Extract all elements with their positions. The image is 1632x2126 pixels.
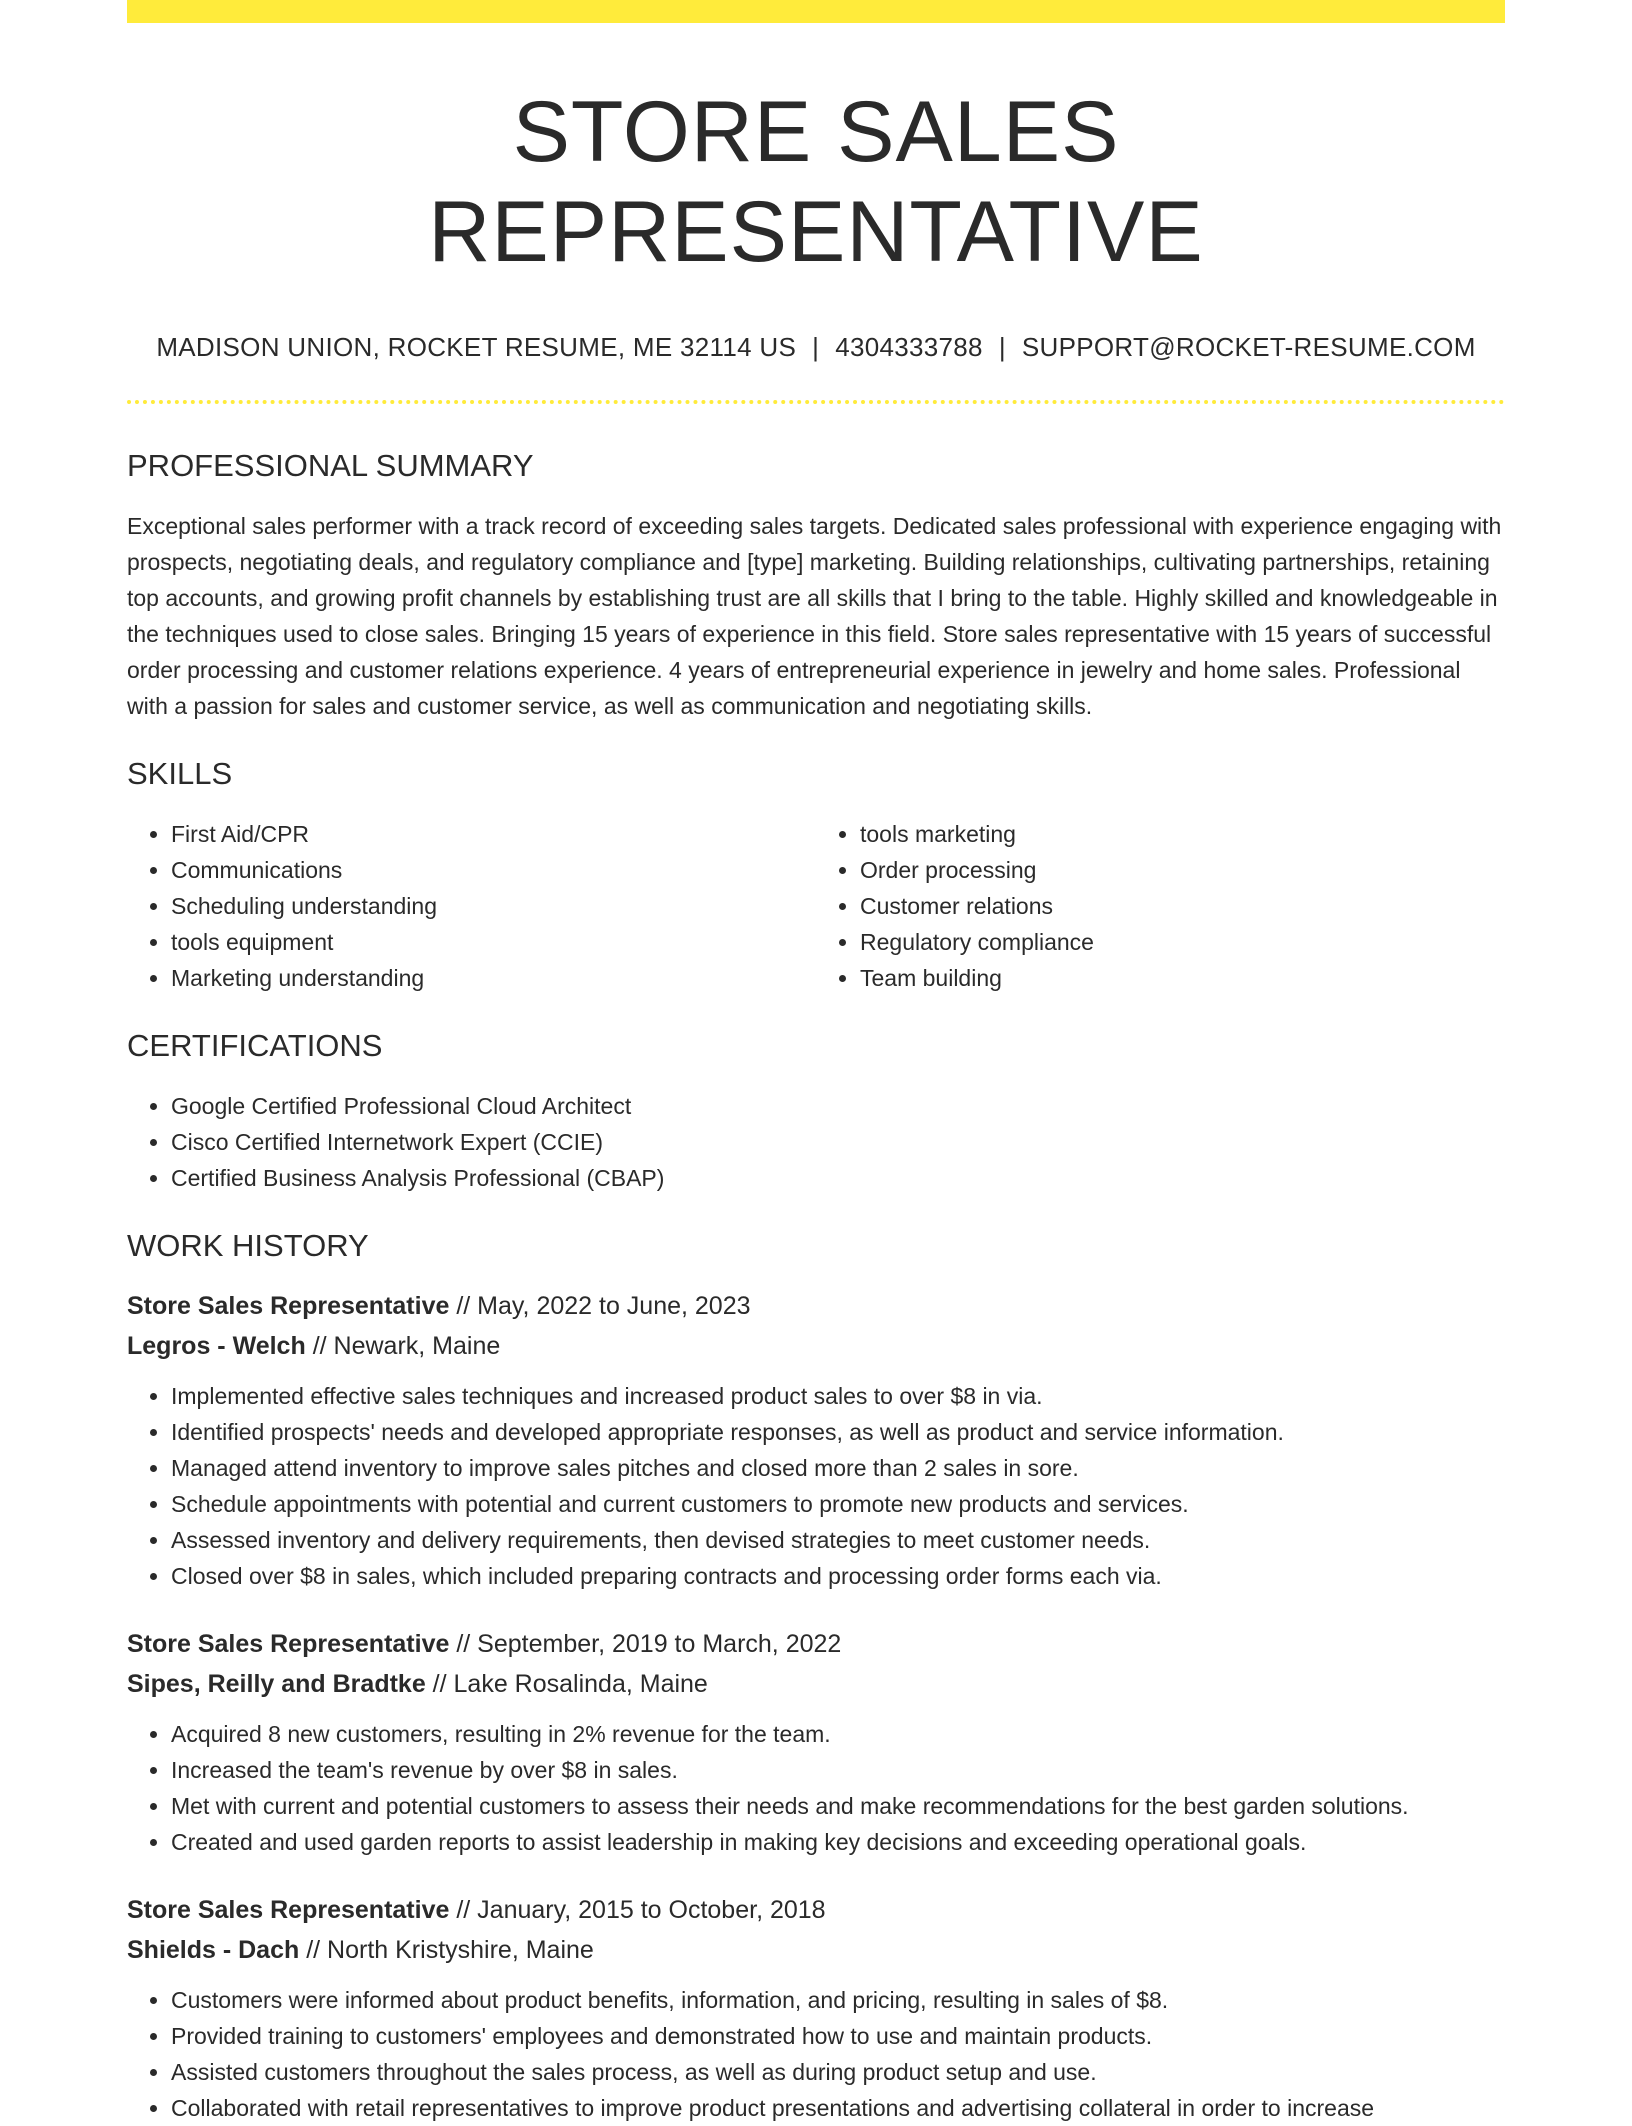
work-history-section (127, 1226, 1505, 2126)
job-bullet: • Assisted customers throughout the sales process, as well as during product setup and use. (171, 2054, 1505, 2090)
job-bullets (127, 1982, 1505, 2126)
skill-item: • Team building (860, 960, 1505, 996)
certification-item: • Certified Business Analysis Professional (CBAP) (171, 1160, 1505, 1196)
contact-line (127, 330, 1505, 364)
job-title: Store Sales Representative (127, 1292, 450, 1320)
skill-item: • tools marketing (860, 816, 1505, 852)
job-title: Store Sales Representative (127, 1630, 450, 1658)
job-entry (127, 1890, 1505, 2126)
certification-item: • Cisco Certified Internetwork Expert (CCIE) (171, 1124, 1505, 1160)
contact-phone[interactable]: 4304333788 (835, 332, 983, 362)
skill-item: • First Aid/CPR (171, 816, 816, 852)
skill-item: • Regulatory compliance (860, 924, 1505, 960)
contact-email[interactable]: SUPPORT@ROCKET-RESUME.COM (1021, 332, 1476, 362)
summary-text: Exceptional sales performer with a track record of exceeding sales targets. Dedicated sales professional with experience engaging with prospects, negotiating deals, and regulatory compliance and [type] marketing. Building relationships, cultivating partnerships, retaining top accounts, and growing profit channels by establishing trust are all skills that I bring to the table. Highly skilled and knowledgeable in the techniques used to close sales. Bringing 15 years of experience in this field. Store sales representative with 15 years of successful order processing and customer relations experience. 4 years of entrepreneurial experience in jewelry and home sales. Professional with a passion for sales and customer service, as well as communication and negotiating skills. (127, 513, 1502, 719)
job-bullet: • Created and used garden reports to assist leadership in making key decisions and exceeding operational goals. (171, 1824, 1505, 1860)
skills-list-right (816, 816, 1505, 996)
summary-heading: PROFESSIONAL SUMMARY (127, 448, 534, 483)
skill-item: • Customer relations (860, 888, 1505, 924)
job-entry (127, 1286, 1505, 1594)
job-bullet: • Schedule appointments with potential and current customers to promote new products and services. (171, 1486, 1505, 1522)
skill-item: • tools equipment (171, 924, 816, 960)
skills-list-left (127, 816, 816, 996)
certifications-section (127, 1026, 1505, 1196)
job-bullet: • Acquired 8 new customers, resulting in 2% revenue for the team. (171, 1716, 1505, 1752)
summary-section (127, 446, 1505, 724)
job-bullet: • Provided training to customers' employees and demonstrated how to use and maintain products. (171, 2018, 1505, 2054)
job-title-line (127, 1624, 1505, 1664)
job-bullet: • Identified prospects' needs and developed appropriate responses, as well as product and service information. (171, 1414, 1505, 1450)
certifications-heading: CERTIFICATIONS (127, 1028, 383, 1063)
job-title: Store Sales Representative (127, 1896, 450, 1924)
job-bullet: • Customers were informed about product benefits, information, and pricing, resulting in sales of $8. (171, 1982, 1505, 2018)
skill-item: • Marketing understanding (171, 960, 816, 996)
skills-heading: SKILLS (127, 756, 233, 791)
top-accent-bar (127, 0, 1505, 23)
certifications-list (127, 1088, 1505, 1196)
job-bullet: • Increased the team's revenue by over $8 in sales. (171, 1752, 1505, 1788)
dotted-divider (127, 400, 1505, 404)
contact-separator: | (998, 332, 1006, 362)
job-company-line (127, 1664, 1505, 1704)
job-company-line (127, 1930, 1505, 1970)
job-company: Shields - Dach (127, 1936, 300, 1964)
certification-item: • Google Certified Professional Cloud Architect (171, 1088, 1505, 1124)
job-company-line (127, 1326, 1505, 1366)
job-bullet: • Managed attend inventory to improve sales pitches and closed more than 2 sales in sore. (171, 1450, 1505, 1486)
job-location: // Newark, Maine (312, 1332, 501, 1360)
skill-item: • Order processing (860, 852, 1505, 888)
job-dates: // September, 2019 to March, 2022 (456, 1630, 842, 1658)
job-entry (127, 1624, 1505, 1860)
job-location: // North Kristyshire, Maine (306, 1936, 594, 1964)
job-dates: // January, 2015 to October, 2018 (456, 1896, 826, 1924)
skills-columns (127, 816, 1505, 996)
page-title: STORE SALES REPRESENTATIVE (428, 84, 1204, 280)
skill-item: • Scheduling understanding (171, 888, 816, 924)
job-title-line (127, 1890, 1505, 1930)
job-bullet: • Collaborated with retail representatives to improve product presentations and advertising collateral in order to increase (171, 2090, 1505, 2126)
contact-address: MADISON UNION, ROCKET RESUME, ME 32114 US (156, 332, 797, 362)
contact-separator: | (812, 332, 820, 362)
resume-page (127, 0, 1505, 2126)
job-bullet: • Implemented effective sales techniques and increased product sales to over $8 in via. (171, 1378, 1505, 1414)
job-bullet: • Assessed inventory and delivery requirements, then devised strategies to meet customer needs. (171, 1522, 1505, 1558)
job-company: Legros - Welch (127, 1332, 306, 1360)
job-bullet: • Closed over $8 in sales, which included preparing contracts and processing order forms each via. (171, 1558, 1505, 1594)
work-history-heading: WORK HISTORY (127, 1228, 369, 1263)
skill-item: • Communications (171, 852, 816, 888)
skills-section (127, 754, 1505, 996)
job-company: Sipes, Reilly and Bradtke (127, 1670, 426, 1698)
job-location: // Lake Rosalinda, Maine (432, 1670, 708, 1698)
job-bullets (127, 1716, 1505, 1860)
job-bullets (127, 1378, 1505, 1594)
job-title-line (127, 1286, 1505, 1326)
job-bullet: • Met with current and potential customers to assess their needs and make recommendations for the best garden solutions. (171, 1788, 1505, 1824)
job-dates: // May, 2022 to June, 2023 (456, 1292, 751, 1320)
